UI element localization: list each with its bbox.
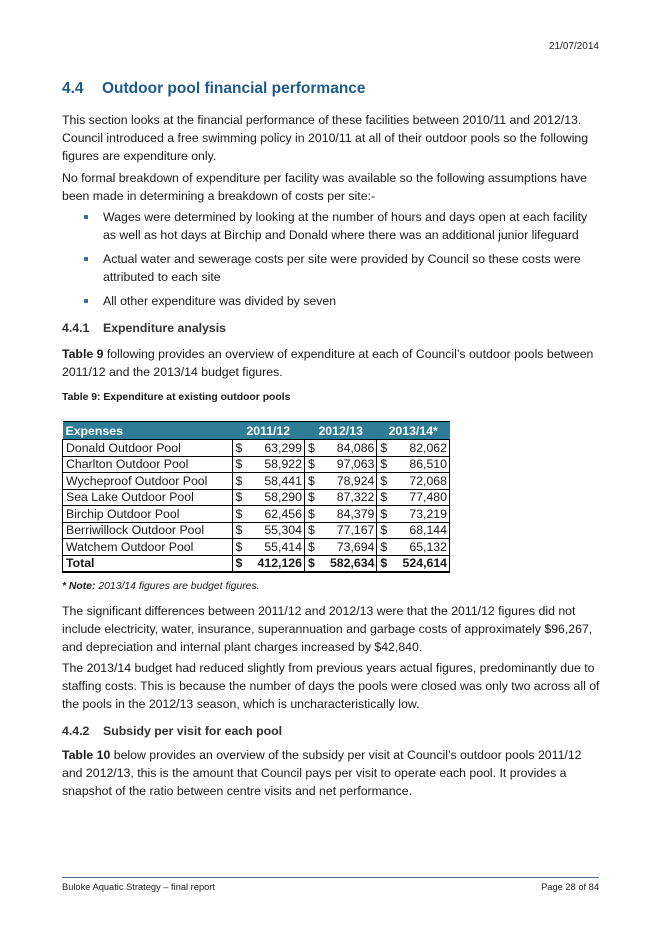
- table-row: [63, 522, 450, 539]
- currency-symbol: $: [307, 523, 315, 538]
- currency-symbol: $: [307, 457, 315, 472]
- table-cell-name: Total: [63, 555, 233, 572]
- column-header: 2011/12: [232, 422, 304, 440]
- table-cell-value: [232, 456, 304, 473]
- subsidy-lead-paragraph: Table 10 below provides an overview of the subsidy per visit at Council’s outdoor pools 2011/12 and 2012/13, this is the amount that Council pays per visit to operate each pool. It provides a snapshot of the ratio between centre visits and net performance.: [62, 748, 582, 798]
- table-caption: Table 9: Expenditure at existing outdoor pools: [62, 392, 291, 403]
- expenditure-lead-paragraph: Table 9 following provides an overview of expenditure at each of Council’s outdoor pools between 2011/12 and the 2013/14 budget figures.: [62, 347, 594, 379]
- amount: 62,456: [264, 506, 302, 521]
- amount: 73,694: [336, 539, 375, 554]
- amount: 524,614: [402, 556, 447, 571]
- currency-symbol: $: [235, 556, 243, 571]
- section-title: Outdoor pool financial performance: [102, 80, 366, 97]
- table-cell-value: [377, 539, 450, 556]
- currency-symbol: $: [235, 440, 243, 455]
- currency-symbol: $: [380, 473, 388, 488]
- currency-symbol: $: [235, 490, 243, 505]
- amount: 82,062: [409, 440, 447, 455]
- amount: 77,480: [409, 490, 447, 505]
- table-cell-name: Donald Outdoor Pool: [63, 440, 233, 457]
- currency-symbol: $: [235, 457, 243, 472]
- table-cell-value: [377, 473, 450, 490]
- assumptions-list: [84, 208, 599, 316]
- amount: 78,924: [336, 473, 375, 488]
- table-row: [63, 456, 450, 473]
- currency-symbol: $: [235, 506, 243, 521]
- table-cell-value: [232, 440, 304, 457]
- amount: 65,132: [409, 539, 447, 554]
- currency-symbol: $: [307, 506, 315, 521]
- currency-symbol: $: [380, 523, 388, 538]
- amount: 84,086: [336, 440, 375, 455]
- table-cell-value: [232, 522, 304, 539]
- table-cell-value: [377, 440, 450, 457]
- amount: 72,068: [409, 473, 447, 488]
- currency-symbol: $: [380, 506, 388, 521]
- amount: 582,634: [329, 556, 375, 571]
- column-header: 2012/13: [304, 422, 376, 440]
- table-total-row: [63, 555, 450, 572]
- column-header: 2013/14*: [377, 422, 450, 440]
- currency-symbol: $: [307, 556, 315, 571]
- table-cell-value: [232, 473, 304, 490]
- table-cell-value: [377, 456, 450, 473]
- page-number: Page 28 of 84: [541, 882, 599, 892]
- table-row: [63, 489, 450, 506]
- amount: 84,379: [336, 506, 375, 521]
- currency-symbol: $: [380, 556, 388, 571]
- currency-symbol: $: [380, 490, 388, 505]
- table-cell-value: [377, 506, 450, 523]
- table-cell-value: [232, 489, 304, 506]
- currency-symbol: $: [307, 490, 315, 505]
- table-cell-value: [377, 522, 450, 539]
- table-cell-value: [232, 539, 304, 556]
- currency-symbol: $: [307, 473, 315, 488]
- table-cell-value: [377, 555, 450, 572]
- analysis-paragraph-1: The significant differences between 2011/12 and 2012/13 were that the 2011/12 figures did not include electricity, water, insurance, superannuation and garbage costs of approximately $96,267, and depreciation and internal plant charges increased by $42,840.: [62, 604, 593, 654]
- section-number: 4.4: [62, 80, 84, 97]
- currency-symbol: $: [235, 523, 243, 538]
- table-cell-value: [304, 506, 376, 523]
- amount: 97,063: [336, 457, 375, 472]
- table-cell-name: Wycheproof Outdoor Pool: [63, 473, 233, 490]
- amount: 73,219: [409, 506, 447, 521]
- table-row: [63, 539, 450, 556]
- expenditure-table: [62, 421, 450, 573]
- amount: 58,922: [264, 457, 302, 472]
- amount: 77,167: [336, 523, 375, 538]
- table-cell-value: [304, 522, 376, 539]
- amount: 55,414: [264, 539, 302, 554]
- footer-title: Buloke Aquatic Strategy – final report: [62, 882, 215, 892]
- table-note: * Note: 2013/14 figures are budget figures.: [62, 581, 260, 592]
- section-heading: [62, 80, 366, 98]
- amount: 63,299: [264, 440, 302, 455]
- amount: 58,441: [264, 473, 302, 488]
- table-cell-value: [232, 506, 304, 523]
- amount: 58,290: [264, 490, 302, 505]
- bullet-square-icon: [84, 215, 88, 219]
- table-row: [63, 506, 450, 523]
- table-cell-name: Birchip Outdoor Pool: [63, 506, 233, 523]
- list-item: Wages were determined by looking at the number of hours and days open at each facility as well as hot days at Birchip and Donald where there was an additional junior lifeguard: [84, 208, 599, 244]
- subsection-heading-expenditure: 4.4.1 Expenditure analysis: [62, 321, 227, 335]
- table-row: [63, 473, 450, 490]
- table-row: [63, 440, 450, 457]
- column-header: Expenses: [63, 422, 233, 440]
- amount: 412,126: [257, 556, 302, 571]
- currency-symbol: $: [235, 539, 243, 554]
- subsection-heading-subsidy: 4.4.2 Subsidy per visit for each pool: [62, 724, 283, 738]
- table-cell-name: Berriwillock Outdoor Pool: [63, 522, 233, 539]
- table-cell-name: Charlton Outdoor Pool: [63, 456, 233, 473]
- currency-symbol: $: [380, 457, 388, 472]
- header-date: 21/07/2014: [548, 41, 599, 52]
- table-cell-value: [304, 473, 376, 490]
- amount: 86,510: [409, 457, 447, 472]
- analysis-paragraph-2: The 2013/14 budget had reduced slightly from previous years actual figures, predominantly due to staffing costs. This is because the number of days the pools were closed was only two across all of the pools in the 2012/13 season, which is uncharacteristically low.: [62, 661, 600, 711]
- amount: 55,304: [264, 523, 302, 538]
- bullet-square-icon: [84, 299, 88, 303]
- currency-symbol: $: [235, 473, 243, 488]
- list-item: Actual water and sewerage costs per site were provided by Council so these costs were attributed to each site: [84, 250, 599, 286]
- table-cell-value: [232, 555, 304, 572]
- amount: 87,322: [336, 490, 375, 505]
- table-cell-name: Watchem Outdoor Pool: [63, 539, 233, 556]
- table-cell-name: Sea Lake Outdoor Pool: [63, 489, 233, 506]
- bullet-square-icon: [84, 257, 88, 261]
- currency-symbol: $: [380, 440, 388, 455]
- table-cell-value: [304, 489, 376, 506]
- list-item: All other expenditure was divided by seven: [84, 292, 599, 310]
- intro-paragraph-1: This section looks at the financial performance of these facilities between 2010/11 and 2012/13. Council introduced a free swimming policy in 2010/11 at all of their outdoor pools so the following figures are expenditure only.: [62, 113, 589, 163]
- currency-symbol: $: [380, 539, 388, 554]
- table-cell-value: [304, 440, 376, 457]
- footer-divider: [62, 877, 599, 878]
- table-cell-value: [304, 456, 376, 473]
- table-header-row: [63, 422, 450, 440]
- currency-symbol: $: [307, 539, 315, 554]
- table-cell-value: [377, 489, 450, 506]
- table-cell-value: [304, 539, 376, 556]
- currency-symbol: $: [307, 440, 315, 455]
- intro-paragraph-2: No formal breakdown of expenditure per facility was available so the following assumptions have been made in determining a breakdown of costs per site:-: [62, 171, 587, 203]
- amount: 68,144: [409, 523, 447, 538]
- table-cell-value: [304, 555, 376, 572]
